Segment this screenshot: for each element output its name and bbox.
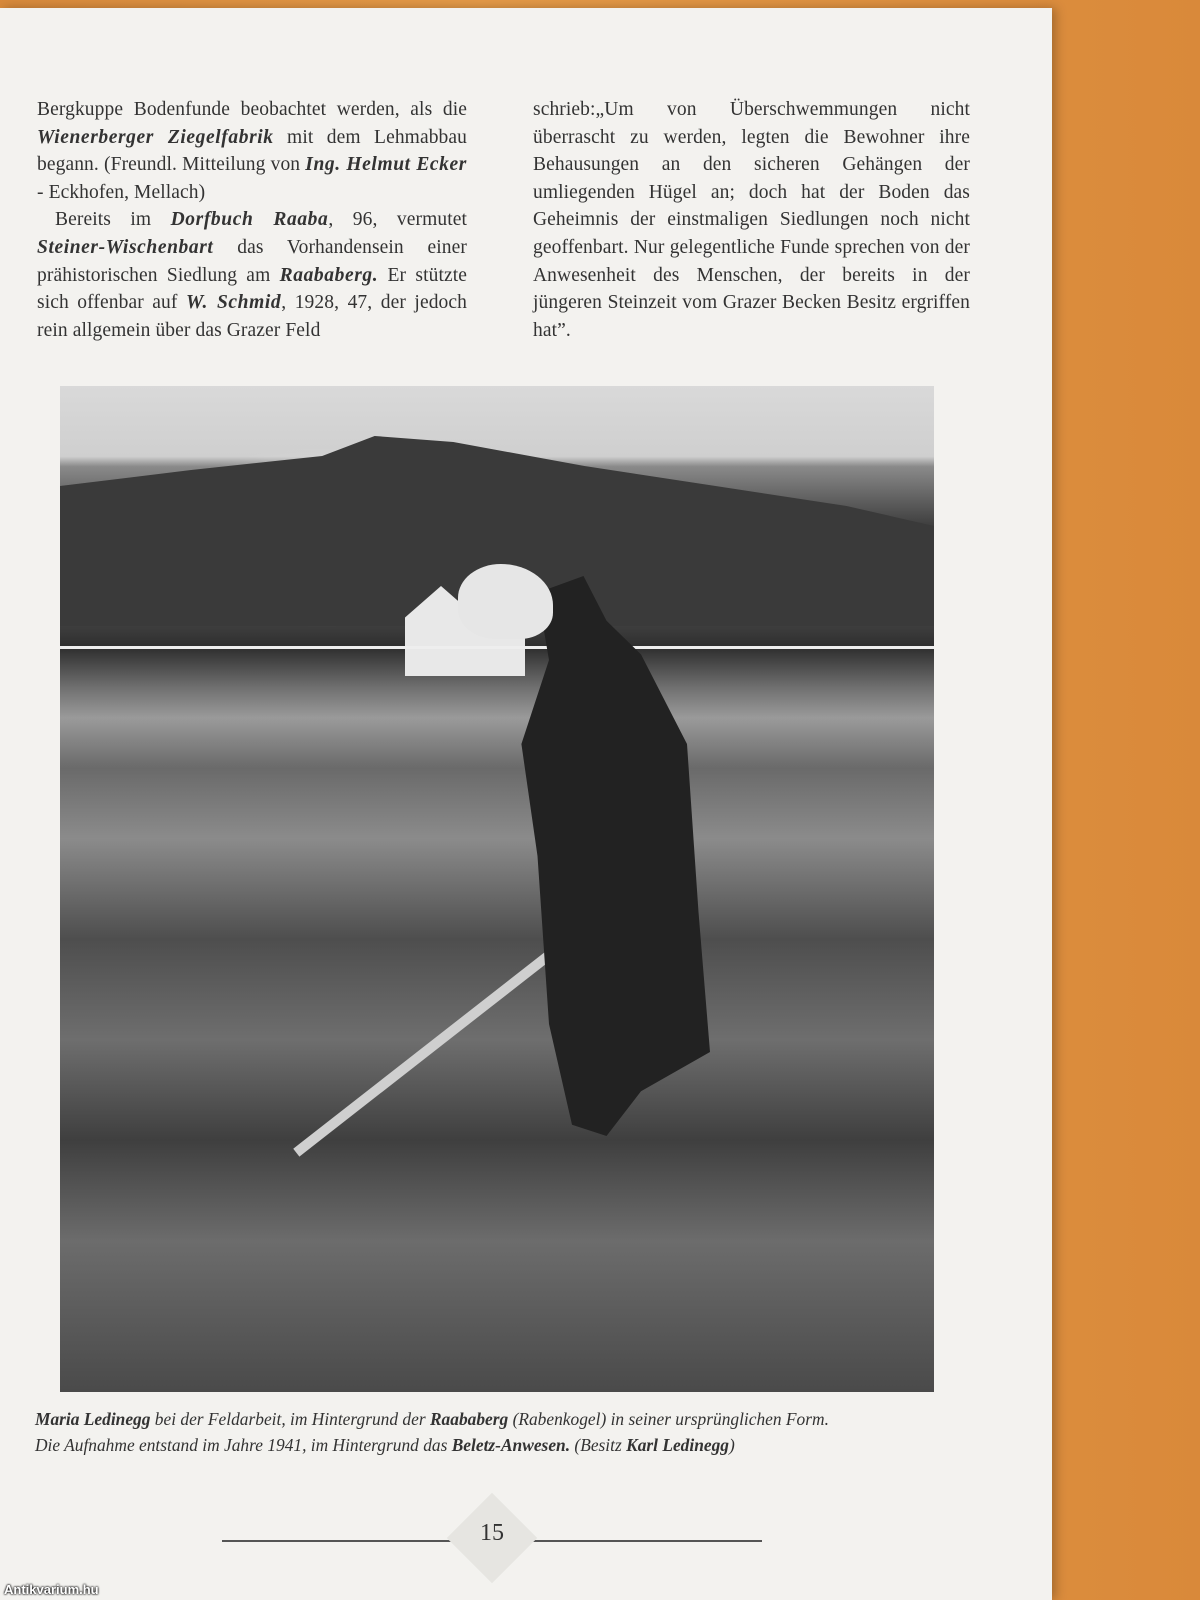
photo-crease	[60, 646, 934, 649]
page-number: 15	[480, 1520, 504, 1546]
emphasis-steiner: Steiner-Wischenbart	[37, 236, 214, 258]
emphasis-raababerg: Raababerg.	[279, 264, 379, 286]
paragraph-3: schrieb:„Um von Überschwemmungen nicht überrascht zu werden, legten die Bewohner ihre Behausungen an den sicheren Gehängen der umliegenden Hügel an; doch hat der Boden das Geheimnis der einstmaligen Siedlungen noch nicht geoffenbart. Nur gelegentliche Funde sprechen von der Anwesenheit des Menschen, der bereits in der jüngeren Steinzeit vom Grazer Becken Besitz ergriffen hat”.	[533, 99, 970, 341]
right-text-column	[533, 96, 970, 344]
footer-rule-right	[530, 1540, 762, 1542]
emphasis-helmut-ecker: Ing. Helmut Ecker	[305, 154, 467, 176]
paragraph-1: Bergkuppe Bodenfunde beobachtet werden, als die Wienerberger Ziegelfabrik mit dem Lehmabbau begann. (Freundl. Mitteilung von Ing. Helmut Ecker - Eckhofen, Mellach)	[37, 99, 467, 203]
book-page	[0, 8, 1052, 1600]
footer-rule-left	[222, 1540, 454, 1542]
watermark: Antikvarium.hu	[4, 1582, 99, 1597]
left-text-column	[37, 96, 467, 344]
emphasis-dorfbuch: Dorfbuch Raaba	[170, 209, 329, 231]
emphasis-ziegelfabrik: Wienerberger Ziegelfabrik	[37, 126, 274, 148]
emphasis-schmid: W. Schmid	[185, 292, 282, 314]
field-work-photo	[60, 386, 934, 1392]
photo-caption: Maria Ledinegg bei der Feldarbeit, im Hintergrund der Raababerg (Rabenkogel) in seiner ursprünglichen Form. Die Aufnahme entstand im Jahre 1941, im Hintergrund das Beletz-Anwesen. (Besitz Karl Ledinegg)	[35, 1409, 829, 1455]
paragraph-2: Bereits im Dorfbuch Raaba, 96, vermutet Steiner-Wischenbart das Vorhandensein einer prähistorischen Siedlung am Raababerg. Er stützte sich offenbar auf W. Schmid, 1928, 47, der jedoch rein allgemein über das Grazer Feld	[37, 209, 468, 341]
photo-hoe	[293, 927, 583, 1157]
